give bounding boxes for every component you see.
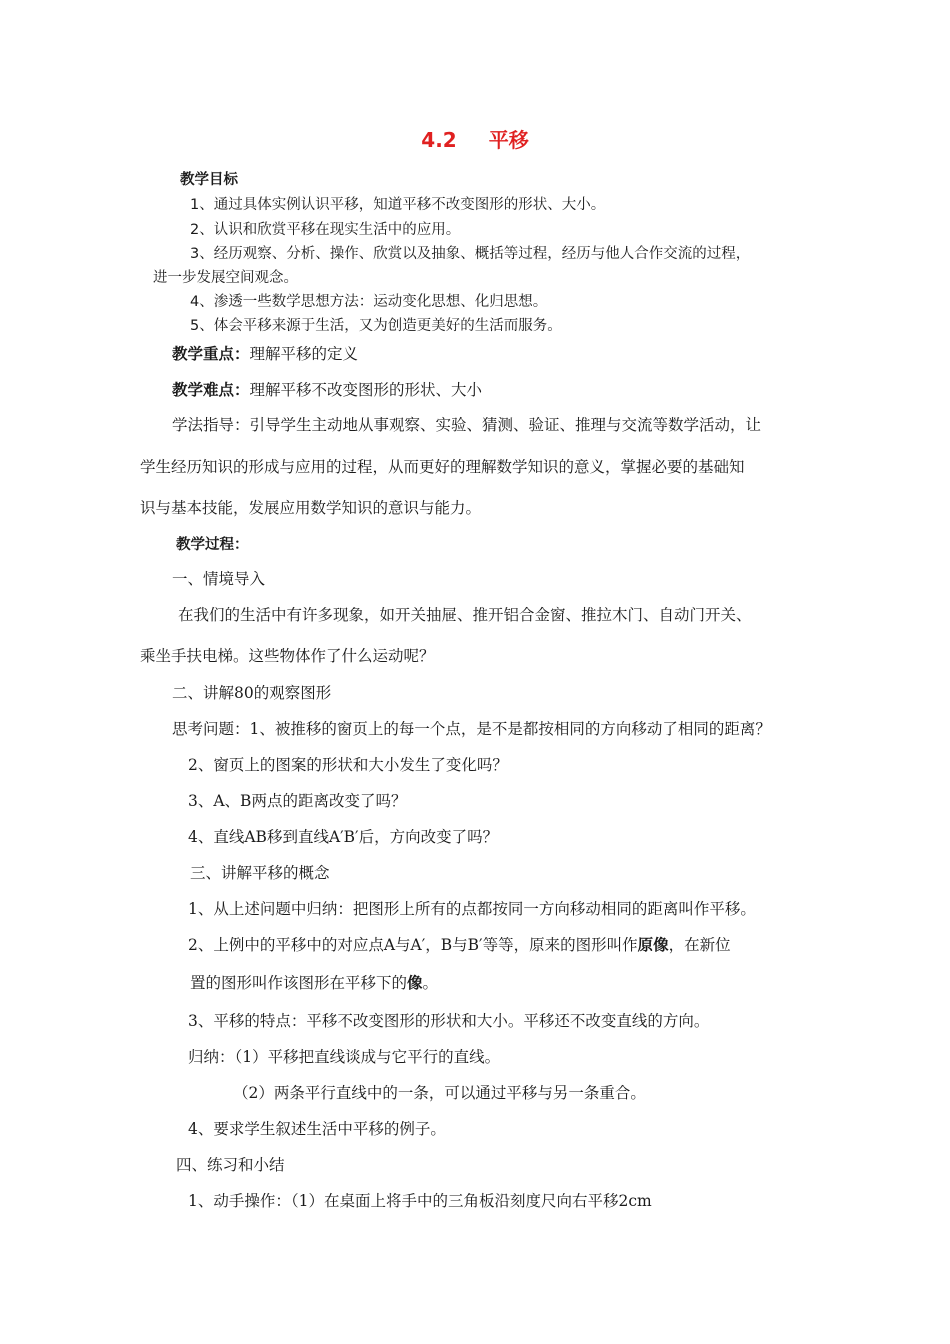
objective-item: 2、认识和欣赏平移在现实生活中的应用。: [190, 222, 461, 238]
process-heading: 教学过程：: [176, 537, 249, 553]
question-line: 4、直线AB移到直线A′B′后，方向改变了吗？: [188, 828, 499, 846]
section-title: 二、讲解80的观察图形: [172, 684, 332, 702]
title-text: 平移: [488, 128, 529, 152]
exercise-line: 1、动手操作：（1）在桌面上将手中的三角板沿刻度尺向右平移2cm: [188, 1192, 652, 1210]
difficulty-text: 理解平移不改变图形的形状、大小: [249, 381, 483, 399]
concept-line: 3、平移的特点：平移不改变图形的形状和大小。平移还不改变直线的方向。: [188, 1012, 710, 1030]
concept-text: 置的图形叫作该图形在平移下的: [190, 974, 408, 992]
difficulty-label: 教学难点：: [172, 381, 250, 399]
section-title: 三、讲解平移的概念: [190, 864, 330, 882]
question-line: 2、窗页上的图案的形状和大小发生了变化吗？: [188, 756, 508, 774]
question-line: 思考问题：1、被推移的窗页上的每一个点，是不是都按相同的方向移动了相同的距离？: [172, 720, 771, 738]
concept-line: [190, 973, 438, 993]
summary-line: 归纳：（1）平移把直线谈成与它平行的直线。: [188, 1048, 501, 1066]
method-line: 识与基本技能，发展应用数学知识的意识与能力。: [140, 499, 482, 517]
title-number: 4.2: [421, 128, 457, 152]
key-point: [172, 344, 358, 364]
concept-text: 。: [422, 974, 439, 992]
method-line: 学法指导：引导学生主动地从事观察、实验、猜测、验证、推理与交流等数学活动，让: [172, 416, 762, 434]
concept-text: 2、上例中的平移中的对应点A与A′，B与B′等等，原来的图形叫作: [188, 936, 638, 954]
objective-item: 5、体会平移来源于生活，又为创造更美好的生活而服务。: [190, 318, 562, 334]
key-point-label: 教学重点：: [172, 345, 250, 363]
key-point-text: 理解平移的定义: [249, 345, 359, 363]
objectives-heading: 教学目标: [180, 172, 238, 188]
term-original-image: 原像: [637, 935, 669, 954]
concept-line: [188, 935, 731, 955]
section-title: 四、练习和小结: [176, 1156, 285, 1174]
objective-item: 1、通过具体实例认识平移，知道平移不改变图形的形状、大小。: [190, 197, 606, 213]
summary-line: （2）两条平行直线中的一条，可以通过平移与另一条重合。: [233, 1084, 646, 1102]
objective-item: 4、渗透一些数学思想方法：运动变化思想、化归思想。: [190, 294, 548, 310]
method-line: 学生经历知识的形成与应用的过程，从而更好的理解数学知识的意义，掌握必要的基础知: [140, 458, 745, 476]
term-image: 像: [407, 973, 423, 992]
section-title: 一、情境导入: [172, 570, 266, 588]
section-line: 乘坐手扶电梯。这些物体作了什么运动呢？: [140, 647, 435, 665]
page-title: [0, 124, 950, 153]
concept-line: 4、要求学生叙述生活中平移的例子。: [188, 1120, 446, 1138]
concept-text: ，在新位: [668, 936, 731, 954]
concept-line: 1、从上述问题中归纳：把图形上所有的点都按同一方向移动相同的距离叫作平移。: [188, 900, 756, 918]
objective-item: 进一步发展空间观念。: [153, 270, 298, 286]
section-line: 在我们的生活中有许多现象，如开关抽屉、推开铝合金窗、推拉木门、自动门开关、: [178, 606, 752, 624]
question-line: 3、A、B两点的距离改变了吗？: [188, 792, 407, 810]
objective-item: 3、经历观察、分析、操作、欣赏以及抽象、概括等过程，经历与他人合作交流的过程，: [190, 246, 751, 262]
difficulty: [172, 380, 482, 400]
